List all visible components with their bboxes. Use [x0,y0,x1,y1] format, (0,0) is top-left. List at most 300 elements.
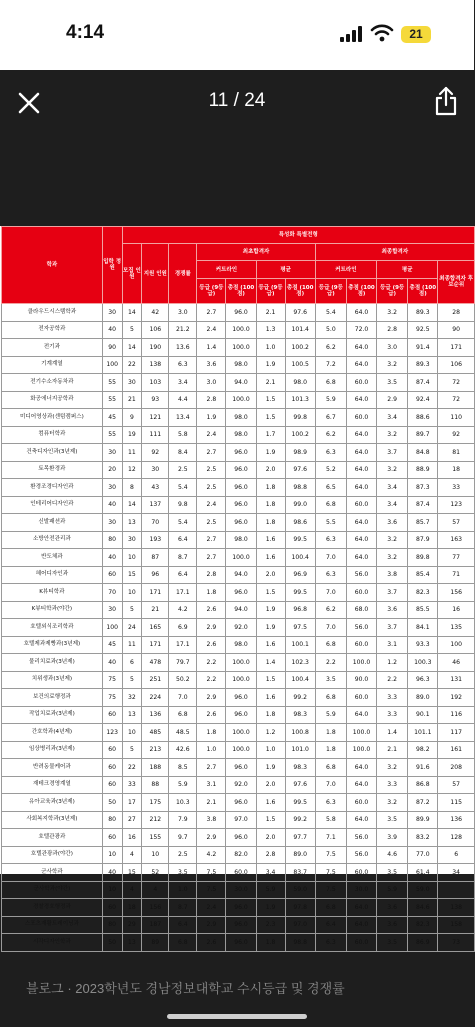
table-cell: 1.4 [197,339,226,357]
table-cell: 4.2 [169,601,197,619]
table-cell: 5.9 [256,881,285,899]
table-cell: 100.0 [226,724,256,742]
table-cell: 3.1 [377,636,408,654]
table-row [2,846,475,864]
table-cell: 19 [122,426,142,444]
table-cell: 1.9 [256,356,285,374]
image-viewer-header [0,70,474,226]
table-cell: 96.0 [226,829,256,847]
table-cell: 1.9 [256,759,285,777]
table-cell: 2.6 [197,601,226,619]
table-row [2,741,475,759]
table-cell: 2.8 [197,566,226,584]
table-cell: 88.6 [408,409,438,427]
table-cell: 1.8 [256,496,285,514]
dept-name-cell: 재테크경영계열 [2,776,103,794]
table-cell: 82.0 [226,846,256,864]
table-cell: 3.5 [377,934,408,952]
table-cell: 85.5 [408,601,438,619]
table-cell: 60.0 [346,584,376,602]
table-cell: 2.8 [256,846,285,864]
table-cell: 8 [122,479,142,497]
table-body [2,304,475,952]
table-cell: 96.0 [226,496,256,514]
table-cell: 3.2 [377,356,408,374]
dept-name-cell: 미디어영상과(센텀캠퍼스) [2,409,103,427]
table-cell: 90 [102,339,122,357]
table-cell: 187 [142,916,169,934]
table-cell: 6.3 [315,444,346,462]
dept-name-cell: 헤어디자인과 [2,566,103,584]
table-cell: 2.9 [197,689,226,707]
table-cell: 99.2 [285,811,315,829]
table-row [2,811,475,829]
cellular-signal-icon [340,26,364,42]
dept-name-cell: 환경조경디자인과 [2,479,103,497]
table-cell: 89.9 [408,811,438,829]
table-cell: 27 [122,811,142,829]
table-row [2,566,475,584]
table-cell: 6.8 [315,899,346,917]
table-cell: 7.5 [315,846,346,864]
table-cell: 64.0 [346,514,376,532]
dept-name-cell: 임상병리과(3년제) [2,741,103,759]
table-cell: 97.6 [285,304,315,322]
table-cell: 3.0 [169,304,197,322]
table-cell: 33 [438,479,475,497]
table-cell: 5.9 [377,881,408,899]
table-cell: 5 [122,671,142,689]
table-cell: 90.1 [408,706,438,724]
table-cell: 15 [122,566,142,584]
header-applicants: 지원 인원 [142,244,169,304]
table-cell: 3.8 [197,811,226,829]
table-cell: 94.0 [226,566,256,584]
table-cell: 6.9 [169,619,197,637]
table-cell: 30 [122,374,142,392]
table-cell: 6 [438,846,475,864]
table-cell: 64.0 [346,304,376,322]
table-cell: 55 [102,391,122,409]
table-cell: 97.0 [226,811,256,829]
table-cell: 89 [142,934,169,952]
table-cell: 91.6 [408,759,438,777]
table-cell: 79.7 [169,654,197,672]
table-cell: 2.2 [315,654,346,672]
table-cell: 16 [122,829,142,847]
table-cell: 3.6 [377,601,408,619]
table-row [2,794,475,812]
table-cell: 94.0 [226,601,256,619]
table-cell: 50 [102,934,122,952]
table-cell: 2.7 [197,304,226,322]
table-cell: 89.7 [408,426,438,444]
table-cell: 10 [122,549,142,567]
table-cell: 21.2 [169,321,197,339]
table-cell: 6.8 [169,934,197,952]
table-cell: 224 [142,689,169,707]
table-cell: 97.7 [285,829,315,847]
table-cell: 60 [102,776,122,794]
table-cell: 5.5 [315,514,346,532]
table-cell: 30 [142,461,169,479]
dept-name-cell: 호텔외식조리학과 [2,619,103,637]
table-row [2,514,475,532]
table-cell: 73 [438,934,475,952]
caption-source: 블로그 [26,981,64,996]
table-cell: 55 [102,374,122,392]
table-cell: 87.4 [408,374,438,392]
table-cell: 98.0 [226,409,256,427]
table-cell: 99.5 [285,531,315,549]
header-score: 총점 (100점) [346,279,376,304]
table-cell: 64.0 [346,461,376,479]
table-cell: 1.9 [256,601,285,619]
document-image[interactable] [0,226,474,946]
dept-name-cell: 소방안전관리과 [2,531,103,549]
table-cell: 5.4 [169,514,197,532]
table-row [2,391,475,409]
table-cell: 1.5 [256,584,285,602]
table-cell: 30 [102,514,122,532]
table-cell: 68.0 [346,601,376,619]
table-cell: 14 [122,304,142,322]
table-cell: 80 [102,531,122,549]
table-cell: 7.0 [169,689,197,707]
table-cell: 1.9 [256,444,285,462]
table-cell: 10 [122,584,142,602]
table-cell: 3.6 [197,356,226,374]
caption-separator: · [67,981,72,996]
table-cell: 93.3 [408,636,438,654]
table-cell: 42.6 [169,741,197,759]
table-cell: 1.8 [315,724,346,742]
header-score: 총점 (100점) [408,279,438,304]
table-cell: 45 [102,636,122,654]
table-cell: 1.5 [256,409,285,427]
table-cell: 81 [438,444,475,462]
table-cell: 1.0 [256,741,285,759]
table-cell: 72 [438,374,475,392]
table-cell: 99.2 [285,689,315,707]
table-cell: 2.4 [197,426,226,444]
table-cell: 11 [122,636,142,654]
table-cell: 84.1 [408,619,438,637]
table-cell: 60.0 [346,496,376,514]
table-cell: 17.1 [169,636,197,654]
share-icon[interactable] [434,86,458,116]
dept-name-cell: 컴퓨터학과 [2,426,103,444]
table-cell: 3.2 [377,426,408,444]
table-cell: 89.3 [408,304,438,322]
table-row [2,864,475,882]
header-grade: 등급 (9등급) [197,279,226,304]
table-cell: 2.4 [197,321,226,339]
table-cell: 96.3 [408,671,438,689]
table-cell: 100.0 [346,654,376,672]
table-cell: 2.5 [197,479,226,497]
table-cell: 2.1 [377,741,408,759]
table-cell: 3.2 [377,304,408,322]
table-cell: 3.7 [377,444,408,462]
table-cell: 92.5 [408,321,438,339]
table-cell: 87 [142,549,169,567]
table-cell: 42 [142,304,169,322]
table-cell: 21 [142,601,169,619]
table-cell: 6.3 [315,566,346,584]
table-cell: 6.4 [169,916,197,934]
table-cell: 6.8 [169,706,197,724]
table-cell: 101.0 [285,741,315,759]
table-cell: 101.1 [408,724,438,742]
table-cell: 106 [438,356,475,374]
dept-name-cell: 건축디자인과(3년제) [2,444,103,462]
table-cell: 96.0 [226,461,256,479]
table-cell: 96.0 [226,794,256,812]
table-cell: 137 [142,496,169,514]
header-score: 총점 (100점) [285,279,315,304]
status-bar [0,0,474,70]
table-cell: 1.3 [256,321,285,339]
table-cell: 59.0 [408,881,438,899]
table-cell: 3.5 [169,864,197,882]
table-cell: 91.4 [408,339,438,357]
table-cell: 1.8 [256,514,285,532]
table-cell: 117 [438,724,475,742]
table-cell: 100.4 [285,549,315,567]
table-cell: 60.0 [226,864,256,882]
dept-name-cell: K뷰티학과 [2,584,103,602]
table-cell: 64.0 [346,899,376,917]
dept-name-cell: 기계계열 [2,356,103,374]
dept-name-cell: 호텔관광과 [2,829,103,847]
table-cell: 1.9 [256,899,285,917]
table-row [2,689,475,707]
table-cell: 103 [142,374,169,392]
table-cell: 100.0 [346,741,376,759]
table-cell: 11 [122,444,142,462]
table-row [2,881,475,899]
table-cell: 33 [122,776,142,794]
table-cell: 96.0 [226,934,256,952]
table-cell: 30 [102,444,122,462]
dept-name-cell: 화공에너지공학과 [2,391,103,409]
table-cell: 64.0 [346,759,376,777]
table-cell: 94.0 [226,374,256,392]
table-row [2,479,475,497]
table-cell: 102.3 [285,654,315,672]
table-cell: 30 [102,479,122,497]
table-cell: 89.3 [408,356,438,374]
table-cell: 88.9 [408,461,438,479]
table-row [2,426,475,444]
table-cell: 3.5 [377,374,408,392]
table-cell: 171 [142,584,169,602]
table-cell: 1.9 [197,409,226,427]
table-cell: 4 [122,881,142,899]
table-cell: 6.4 [315,916,346,934]
table-cell: 98.6 [285,514,315,532]
dept-name-cell: 신발패션과 [2,514,103,532]
table-cell: 100.4 [285,671,315,689]
table-cell: 1.6 [256,689,285,707]
table-cell: 89.0 [285,846,315,864]
table-cell: 86.8 [408,776,438,794]
table-cell: 2.4 [197,899,226,917]
table-cell: 84.6 [408,899,438,917]
table-cell: 3.4 [169,374,197,392]
table-cell: 2.9 [197,619,226,637]
table-cell: 32 [122,689,142,707]
table-cell: 2.9 [197,829,226,847]
table-cell: 1.8 [197,724,226,742]
table-cell: 30.0 [226,881,256,899]
table-cell: 100.0 [226,391,256,409]
battery-indicator: 21 [401,26,431,43]
table-cell: 96.0 [226,304,256,322]
table-cell: 75 [102,689,122,707]
table-cell: 3.4 [256,864,285,882]
table-cell: 50.2 [169,671,197,689]
table-cell: 48.5 [169,724,197,742]
table-cell: 9.8 [169,496,197,514]
table-cell: 22 [122,356,142,374]
table-cell: 70 [142,514,169,532]
header-cutline: 커트라인 [315,261,376,279]
table-cell: 4 [122,846,142,864]
table-cell: 82.3 [408,584,438,602]
table-cell: 7.5 [197,881,226,899]
caption-title: 2023학년도 경남정보대학교 수시등급 및 경쟁률 [75,981,345,996]
table-cell: 485 [142,724,169,742]
table-cell: 110 [438,409,475,427]
dept-name-cell: 호텔제과제빵과(3년제) [2,636,103,654]
table-cell: 7.9 [169,811,197,829]
dept-name-cell: 스포츠재활트레이닝과 [2,916,103,934]
header-cutline: 커트라인 [197,261,256,279]
table-row [2,531,475,549]
table-cell: 64.0 [346,479,376,497]
table-cell: 3.4 [377,479,408,497]
table-cell: 1.8 [256,934,285,952]
table-cell: 46 [438,654,475,672]
header-group: 특성화 특별전형 [122,227,474,244]
table-cell: 77 [438,549,475,567]
dept-name-cell: 전기수소자동차과 [2,374,103,392]
table-cell: 60 [102,759,122,777]
table-cell: 96.0 [226,706,256,724]
table-cell: 1.2 [256,724,285,742]
table-cell: 2.5 [197,514,226,532]
table-cell: 98.9 [285,444,315,462]
table-cell: 156 [438,584,475,602]
table-cell: 10 [122,724,142,742]
table-cell: 57 [438,776,475,794]
table-cell: 6.8 [315,374,346,392]
wifi-icon [370,24,394,42]
table-cell: 6.8 [315,689,346,707]
home-indicator[interactable] [167,1014,307,1019]
table-cell: 7.0 [315,776,346,794]
table-cell: 2.2 [197,654,226,672]
header-dept: 학과 [2,227,103,304]
table-cell: 1.0 [197,741,226,759]
table-cell: 1.8 [256,479,285,497]
table-cell: 1.7 [256,426,285,444]
dept-name-cell: 반도체과 [2,549,103,567]
table-cell: 123 [102,724,122,742]
table-cell: 138 [438,899,475,917]
table-cell: 64.0 [346,339,376,357]
table-cell: 6.4 [169,531,197,549]
table-cell: 101.3 [285,391,315,409]
table-cell: 135 [438,619,475,637]
table-cell: 9 [122,409,142,427]
table-cell: 70 [102,584,122,602]
table-cell: 60.0 [346,794,376,812]
table-row [2,356,475,374]
table-cell: 3.2 [377,794,408,812]
table-cell: 30 [102,304,122,322]
table-row [2,671,475,689]
table-cell: 1.9 [256,619,285,637]
table-cell: 1.0 [256,339,285,357]
table-cell: 30 [122,531,142,549]
table-cell: 3.6 [377,514,408,532]
table-cell: 212 [142,811,169,829]
table-cell: 98.0 [226,426,256,444]
table-cell: 64.0 [346,426,376,444]
table-cell: 6.8 [315,636,346,654]
table-cell: 1.2 [377,654,408,672]
table-cell: 87.9 [408,531,438,549]
table-cell: 2.6 [197,636,226,654]
table-cell: 96.8 [285,601,315,619]
table-cell: 83.2 [408,829,438,847]
dept-name-cell: K뷰티학과(야간) [2,601,103,619]
table-cell: 98.8 [285,479,315,497]
table-cell: 6.3 [315,934,346,952]
table-cell: 93 [142,391,169,409]
table-cell: 60.0 [346,374,376,392]
table-cell: 6.8 [315,759,346,777]
table-cell: 87.4 [408,496,438,514]
table-cell: 3.6 [377,916,408,934]
table-cell: 5.9 [315,391,346,409]
table-cell: 7.5 [315,864,346,882]
table-cell: 131 [438,671,475,689]
table-cell: 29 [122,916,142,934]
table-cell: 96.0 [226,916,256,934]
dept-name-cell: 사회복지학과(3년제) [2,811,103,829]
table-cell: 2.7 [197,444,226,462]
table-cell: 56.0 [346,619,376,637]
table-cell: 60.0 [346,636,376,654]
table-cell: 3.2 [377,531,408,549]
table-cell: 6.2 [315,426,346,444]
table-cell: 2.5 [169,846,197,864]
table-cell: 5 [122,741,142,759]
status-time: 4:14 [66,22,105,43]
header-last-rank: 최종합격자 후보순위 [438,261,475,304]
table-cell: 8.7 [169,549,197,567]
table-cell: 3.2 [377,549,408,567]
table-cell: 98.3 [285,759,315,777]
table-cell: 75 [102,671,122,689]
table-cell: 100.2 [285,339,315,357]
table-cell: 6.3 [169,356,197,374]
table-cell: 1.8 [256,706,285,724]
